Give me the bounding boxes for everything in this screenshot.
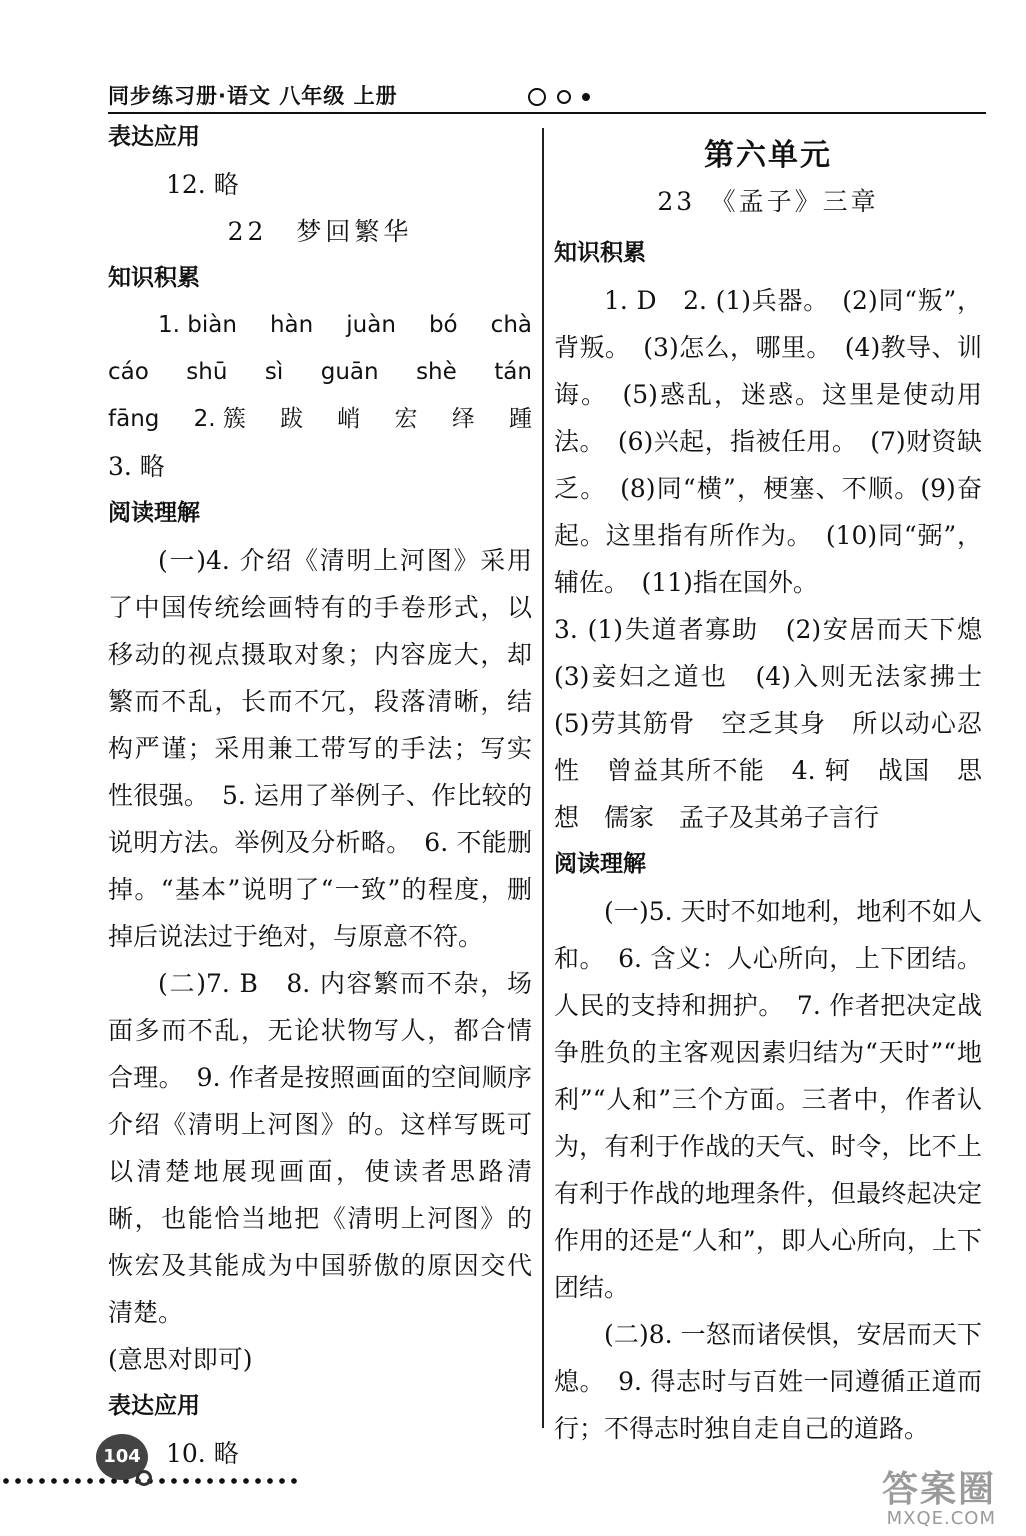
watermark-logo-text: 答案圈 [881, 1469, 996, 1510]
character-answer: 2. 簇 [193, 406, 246, 432]
character-answer: 绎 [451, 406, 475, 432]
section-heading: 阅读理解 [554, 851, 646, 877]
circle-icon [557, 90, 571, 104]
pinyin-answer: guān [320, 359, 379, 385]
section-heading: 知识积累 [108, 265, 200, 291]
right-column [554, 230, 982, 1452]
pinyin-answer: sì [264, 359, 284, 385]
column-divider [542, 128, 544, 1428]
section-heading: 知识积累 [554, 240, 646, 266]
character-answer: 踵 [508, 406, 532, 432]
answer-item: 12. 略 [166, 170, 239, 199]
lesson-title: 22 梦回繁华 [227, 217, 413, 246]
answer-paragraph [554, 888, 982, 1311]
header-decoration-dots [528, 86, 596, 106]
pinyin-answer: chà [490, 312, 532, 338]
answer-paragraph [108, 537, 532, 960]
dot-icon [582, 93, 590, 101]
section-heading: 表达应用 [108, 124, 200, 150]
pinyin-answer: 1. biàn [158, 312, 237, 338]
character-answer: 跋 [280, 406, 304, 432]
pinyin-row [108, 302, 532, 349]
section-heading: 表达应用 [108, 1393, 200, 1419]
answer-paragraph-text: 1. D 2. (1)兵器。 (2)同“叛”，背叛。 (3)怎么，哪里。 (4)教导、训诲。 (5)惑乱，迷惑。这里是使动用法。 (6)兴起，指被任用。 (7)财资缺乏。 (8)同“横”，梗塞、不顺。(9)奋起。这里指有所作为。 (10)同“弼”，辅佐。 (11)指在国外。 [554, 286, 982, 597]
pinyin-row [108, 349, 532, 396]
character-answer: 峭 [337, 406, 361, 432]
pinyin-row [108, 396, 532, 443]
lesson-title: 23 《孟子》三章 [657, 187, 879, 216]
answer-item: 10. 略 [166, 1439, 239, 1468]
answer-line: 3. (1)失道者寡助 (2)安居而天下熄 [554, 615, 982, 644]
answer-paragraph-text: (一)5. 天时不如地利，地利不如人和。 6. 含义：人心所向，上下团结。人民的支持和拥护。 7. 作者把决定战争胜负的主客观因素归结为“天时”“地利”“人和”三个方面。三者中，作者认为，有利于作战的天气、时令，比不上有利于作战的地理条件，但最终起决定作用的还是“人和”，即人心所向，上下团结。 [554, 897, 982, 1302]
pinyin-answer: juàn [346, 312, 396, 338]
pinyin-answer: hàn [269, 312, 314, 338]
answer-paragraph-text: (一)4. 介绍《清明上河图》采用了中国传统绘画特有的手卷形式，以移动的视点摄取对象；内容庞大，却繁而不乱，长而不冗，段落清晰，结构严谨；采用兼工带写的手法；写实性很强。 5. 运用了举例子、作比较的说明方法。举例及分析略。 6. 不能删掉。“基本”说明了“一致”的程度，删掉后说法过于绝对，与原意不符。 [108, 546, 532, 951]
answer-line: 想 儒家 孟子及其弟子言行 [554, 803, 880, 832]
section-heading: 阅读理解 [108, 500, 200, 526]
pinyin-answer: shè [416, 359, 457, 385]
pinyin-answer: shū [186, 359, 228, 385]
page-header [108, 78, 986, 114]
answer-paragraph [554, 1311, 982, 1452]
answer-paragraph-text: (二)7. B 8. 内容繁而不杂，场面多而不乱，无论状物写人，都合情合理。 9. 作者是按照画面的空间顺序介绍《清明上河图》的。这样写既可以清楚地展现画面，使读者思路清晰，也能恰当地把《清明上河图》的恢宏及其能成为中国骄傲的原因交代清楚。 [108, 969, 532, 1327]
answer-item: 3. 略 [108, 452, 165, 481]
circle-icon [136, 1470, 152, 1486]
watermark [846, 1470, 996, 1530]
character-answer: 宏 [394, 406, 418, 432]
answer-line: (3)妾妇之道也 (4)入则无法家拂士 [554, 662, 982, 691]
answer-note: (意思对即可) [108, 1345, 253, 1374]
answer-line: (5)劳其筋骨 空乏其身 所以动心忍 [554, 709, 982, 738]
answer-paragraph-text: (二)8. 一怒而诸侯惧，安居而天下熄。 9. 得志时与百姓一同遵循正道而行；不得志时独自走自己的道路。 [554, 1320, 982, 1443]
watermark-url: MXQE.COM [886, 1508, 996, 1529]
answer-paragraph [108, 960, 532, 1336]
book-title: 同步练习册·语文 八年级 上册 [108, 84, 398, 108]
circle-icon [528, 88, 546, 106]
pinyin-answer: fāng [108, 406, 160, 432]
pinyin-answer: tán [494, 359, 532, 385]
pinyin-answer: cáo [108, 359, 149, 385]
left-column [108, 114, 532, 1477]
answer-paragraph [554, 277, 982, 606]
page-number-badge: 104 [96, 1434, 148, 1480]
pinyin-answer: bó [428, 312, 458, 338]
answer-line: 性 曾益其所不能 4. 轲 战国 思 [554, 756, 982, 785]
unit-title: 第六单元 [704, 138, 832, 173]
